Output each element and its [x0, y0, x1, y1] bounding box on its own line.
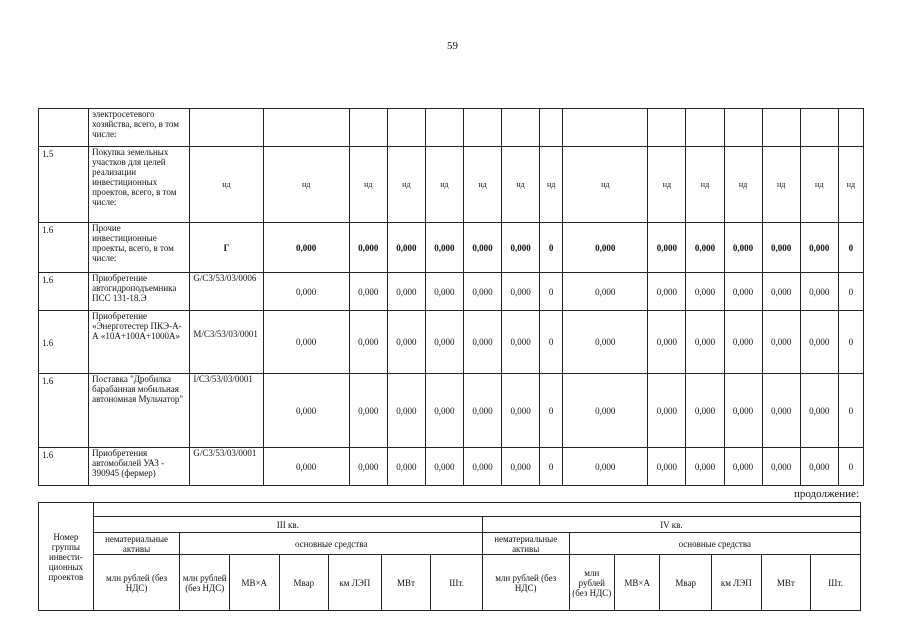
project-name: Приобретения автомобилей УАЗ - 390945 (фермер) [89, 448, 190, 486]
value-cell: 0,000 [463, 273, 501, 311]
value-cell: 0,000 [502, 223, 540, 273]
row-number: 1.5 [39, 147, 89, 223]
value-cell: 0,000 [800, 223, 838, 273]
project-name: Прочие инвестиционные проекты, всего, в том числе: [89, 223, 190, 273]
blank-header-cell [93, 503, 860, 517]
value-cell: 0,000 [387, 374, 425, 448]
fixed-assets-q3: основные средства [180, 533, 482, 555]
investment-table [38, 108, 864, 486]
table-row [39, 147, 864, 223]
header-row [39, 533, 861, 555]
value-cell: 0,000 [563, 448, 648, 486]
value-cell: 0,000 [463, 223, 501, 273]
project-code: M/C3/53/03/0001 [190, 311, 263, 374]
unit-header: Мвар [279, 555, 329, 611]
unit-header: млн рублей (без НДС) [482, 555, 569, 611]
row-number: 1.6 [39, 311, 89, 374]
header-row [39, 503, 861, 517]
unit-header: МВ×А [229, 555, 279, 611]
value-cell: нд [540, 147, 563, 223]
value-cell: 0,000 [263, 311, 349, 374]
value-cell: 0 [540, 448, 563, 486]
value-cell: 0,000 [425, 273, 463, 311]
value-cell: 0,000 [762, 374, 800, 448]
value-cell: 0,000 [387, 273, 425, 311]
unit-header: Шт. [431, 555, 483, 611]
value-cell: 0 [540, 311, 563, 374]
value-cell [800, 109, 838, 147]
value-cell: 0,000 [387, 223, 425, 273]
value-cell: 0 [838, 374, 863, 448]
value-cell: 0,000 [800, 448, 838, 486]
value-cell: нд [800, 147, 838, 223]
value-cell: 0,000 [800, 311, 838, 374]
value-cell: нд [425, 147, 463, 223]
value-cell [724, 109, 762, 147]
value-cell: нд [263, 147, 349, 223]
value-cell: 0,000 [263, 448, 349, 486]
unit-header: Мвар [660, 555, 712, 611]
value-cell: нд [724, 147, 762, 223]
value-cell: нд [349, 147, 387, 223]
project-code: G/C3/53/03/0006 [190, 273, 263, 311]
value-cell [686, 109, 724, 147]
quarter-4-header: IV кв. [482, 517, 860, 533]
unit-header: км ЛЭП [329, 555, 382, 611]
value-cell: 0,000 [425, 374, 463, 448]
value-cell [425, 109, 463, 147]
page-number: 59 [447, 40, 458, 52]
value-cell: 0,000 [724, 273, 762, 311]
value-cell: нд [762, 147, 800, 223]
value-cell: нд [686, 147, 724, 223]
project-code: I/C3/53/03/0001 [190, 374, 263, 448]
value-cell: нд [387, 147, 425, 223]
value-cell: 0,000 [686, 273, 724, 311]
value-cell [387, 109, 425, 147]
value-cell: 0,000 [648, 273, 686, 311]
unit-header: млн рублей (без НДС) [93, 555, 180, 611]
value-cell: 0,000 [724, 448, 762, 486]
value-cell: 0,000 [387, 448, 425, 486]
unit-header: Шт. [811, 555, 861, 611]
project-name: Поставка "Дробилка барабанная мобильная автономная Мульчатор" [89, 374, 190, 448]
value-cell: нд [463, 147, 501, 223]
value-cell: 0,000 [563, 311, 648, 374]
value-cell: 0 [838, 448, 863, 486]
intangible-assets-q3: нематериальные активы [93, 533, 180, 555]
header-row [39, 555, 861, 611]
quarter-3-header: III кв. [93, 517, 482, 533]
value-cell: 0,000 [686, 448, 724, 486]
value-cell: 0,000 [563, 374, 648, 448]
value-cell: 0,000 [762, 273, 800, 311]
value-cell: 0,000 [800, 273, 838, 311]
project-code: нд [190, 147, 263, 223]
value-cell: 0,000 [762, 311, 800, 374]
value-cell: 0,000 [263, 223, 349, 273]
value-cell [463, 109, 501, 147]
value-cell: 0 [540, 273, 563, 311]
row-number: 1.6 [39, 223, 89, 273]
unit-header: МВ×А [615, 555, 660, 611]
table-row [39, 223, 864, 273]
project-name: Приобретение автогидроподъемника ПСС 131-18.Э [89, 273, 190, 311]
row-number: 1.6 [39, 374, 89, 448]
row-number [39, 109, 89, 147]
value-cell: 0 [838, 273, 863, 311]
value-cell: 0,000 [762, 448, 800, 486]
value-cell [349, 109, 387, 147]
unit-header: МВт [381, 555, 431, 611]
row-number: 1.6 [39, 273, 89, 311]
table-row [39, 448, 864, 486]
value-cell: 0,000 [349, 311, 387, 374]
unit-header: км ЛЭП [712, 555, 762, 611]
value-cell: 0,000 [686, 223, 724, 273]
value-cell: 0 [838, 311, 863, 374]
value-cell: 0,000 [648, 223, 686, 273]
value-cell: 0,000 [724, 374, 762, 448]
value-cell: 0,000 [648, 311, 686, 374]
value-cell: 0,000 [686, 374, 724, 448]
value-cell: 0,000 [502, 311, 540, 374]
value-cell [563, 109, 648, 147]
value-cell: 0,000 [563, 273, 648, 311]
project-name: Приобретение «Энерготестер ПКЭ-А-А «10А+100А+1000А» [89, 311, 190, 374]
project-code: G/C3/53/03/0001 [190, 448, 263, 486]
value-cell [502, 109, 540, 147]
value-cell: 0 [540, 223, 563, 273]
value-cell: 0,000 [425, 223, 463, 273]
value-cell: 0,000 [349, 448, 387, 486]
quarter-header-table [38, 502, 861, 611]
table-row [39, 311, 864, 374]
value-cell: 0,000 [425, 448, 463, 486]
value-cell: 0 [838, 223, 863, 273]
value-cell: нд [502, 147, 540, 223]
project-code: Г [190, 223, 263, 273]
value-cell [648, 109, 686, 147]
value-cell: 0,000 [686, 311, 724, 374]
unit-header: МВт [761, 555, 811, 611]
row-number: 1.6 [39, 448, 89, 486]
table-row [39, 273, 864, 311]
value-cell: 0,000 [800, 374, 838, 448]
project-code [190, 109, 263, 147]
project-name: электросетевого хозяйства, всего, в том числе: [89, 109, 190, 147]
value-cell: 0,000 [349, 273, 387, 311]
row-header-cell: Номер группы инвести-ционных проектов [39, 503, 94, 611]
continuation-label: продолжение: [793, 488, 859, 500]
value-cell: нд [648, 147, 686, 223]
value-cell: нд [838, 147, 863, 223]
fixed-assets-q4: основные средства [569, 533, 860, 555]
value-cell: 0,000 [648, 374, 686, 448]
value-cell: 0,000 [349, 374, 387, 448]
value-cell: 0,000 [724, 311, 762, 374]
value-cell: 0,000 [263, 273, 349, 311]
value-cell: нд [563, 147, 648, 223]
unit-header: млн рублей (без НДС) [569, 555, 614, 611]
value-cell: 0 [540, 374, 563, 448]
value-cell: 0,000 [502, 273, 540, 311]
value-cell [540, 109, 563, 147]
value-cell: 0,000 [349, 223, 387, 273]
value-cell: 0,000 [263, 374, 349, 448]
project-name: Покупка земельных участков для целей реализации инвестиционных проектов, всего, в том числе: [89, 147, 190, 223]
value-cell: 0,000 [502, 374, 540, 448]
value-cell: 0,000 [502, 448, 540, 486]
value-cell: 0,000 [563, 223, 648, 273]
value-cell: 0,000 [463, 311, 501, 374]
table-row [39, 109, 864, 147]
value-cell: 0,000 [463, 374, 501, 448]
table-row [39, 374, 864, 448]
value-cell: 0,000 [762, 223, 800, 273]
value-cell: 0,000 [425, 311, 463, 374]
value-cell: 0,000 [724, 223, 762, 273]
unit-header: млн рублей (без НДС) [180, 555, 230, 611]
header-row [39, 517, 861, 533]
intangible-assets-q4: нематериальные активы [482, 533, 569, 555]
value-cell [838, 109, 863, 147]
value-cell: 0,000 [387, 311, 425, 374]
value-cell: 0,000 [463, 448, 501, 486]
value-cell [263, 109, 349, 147]
value-cell: 0,000 [648, 448, 686, 486]
value-cell [762, 109, 800, 147]
